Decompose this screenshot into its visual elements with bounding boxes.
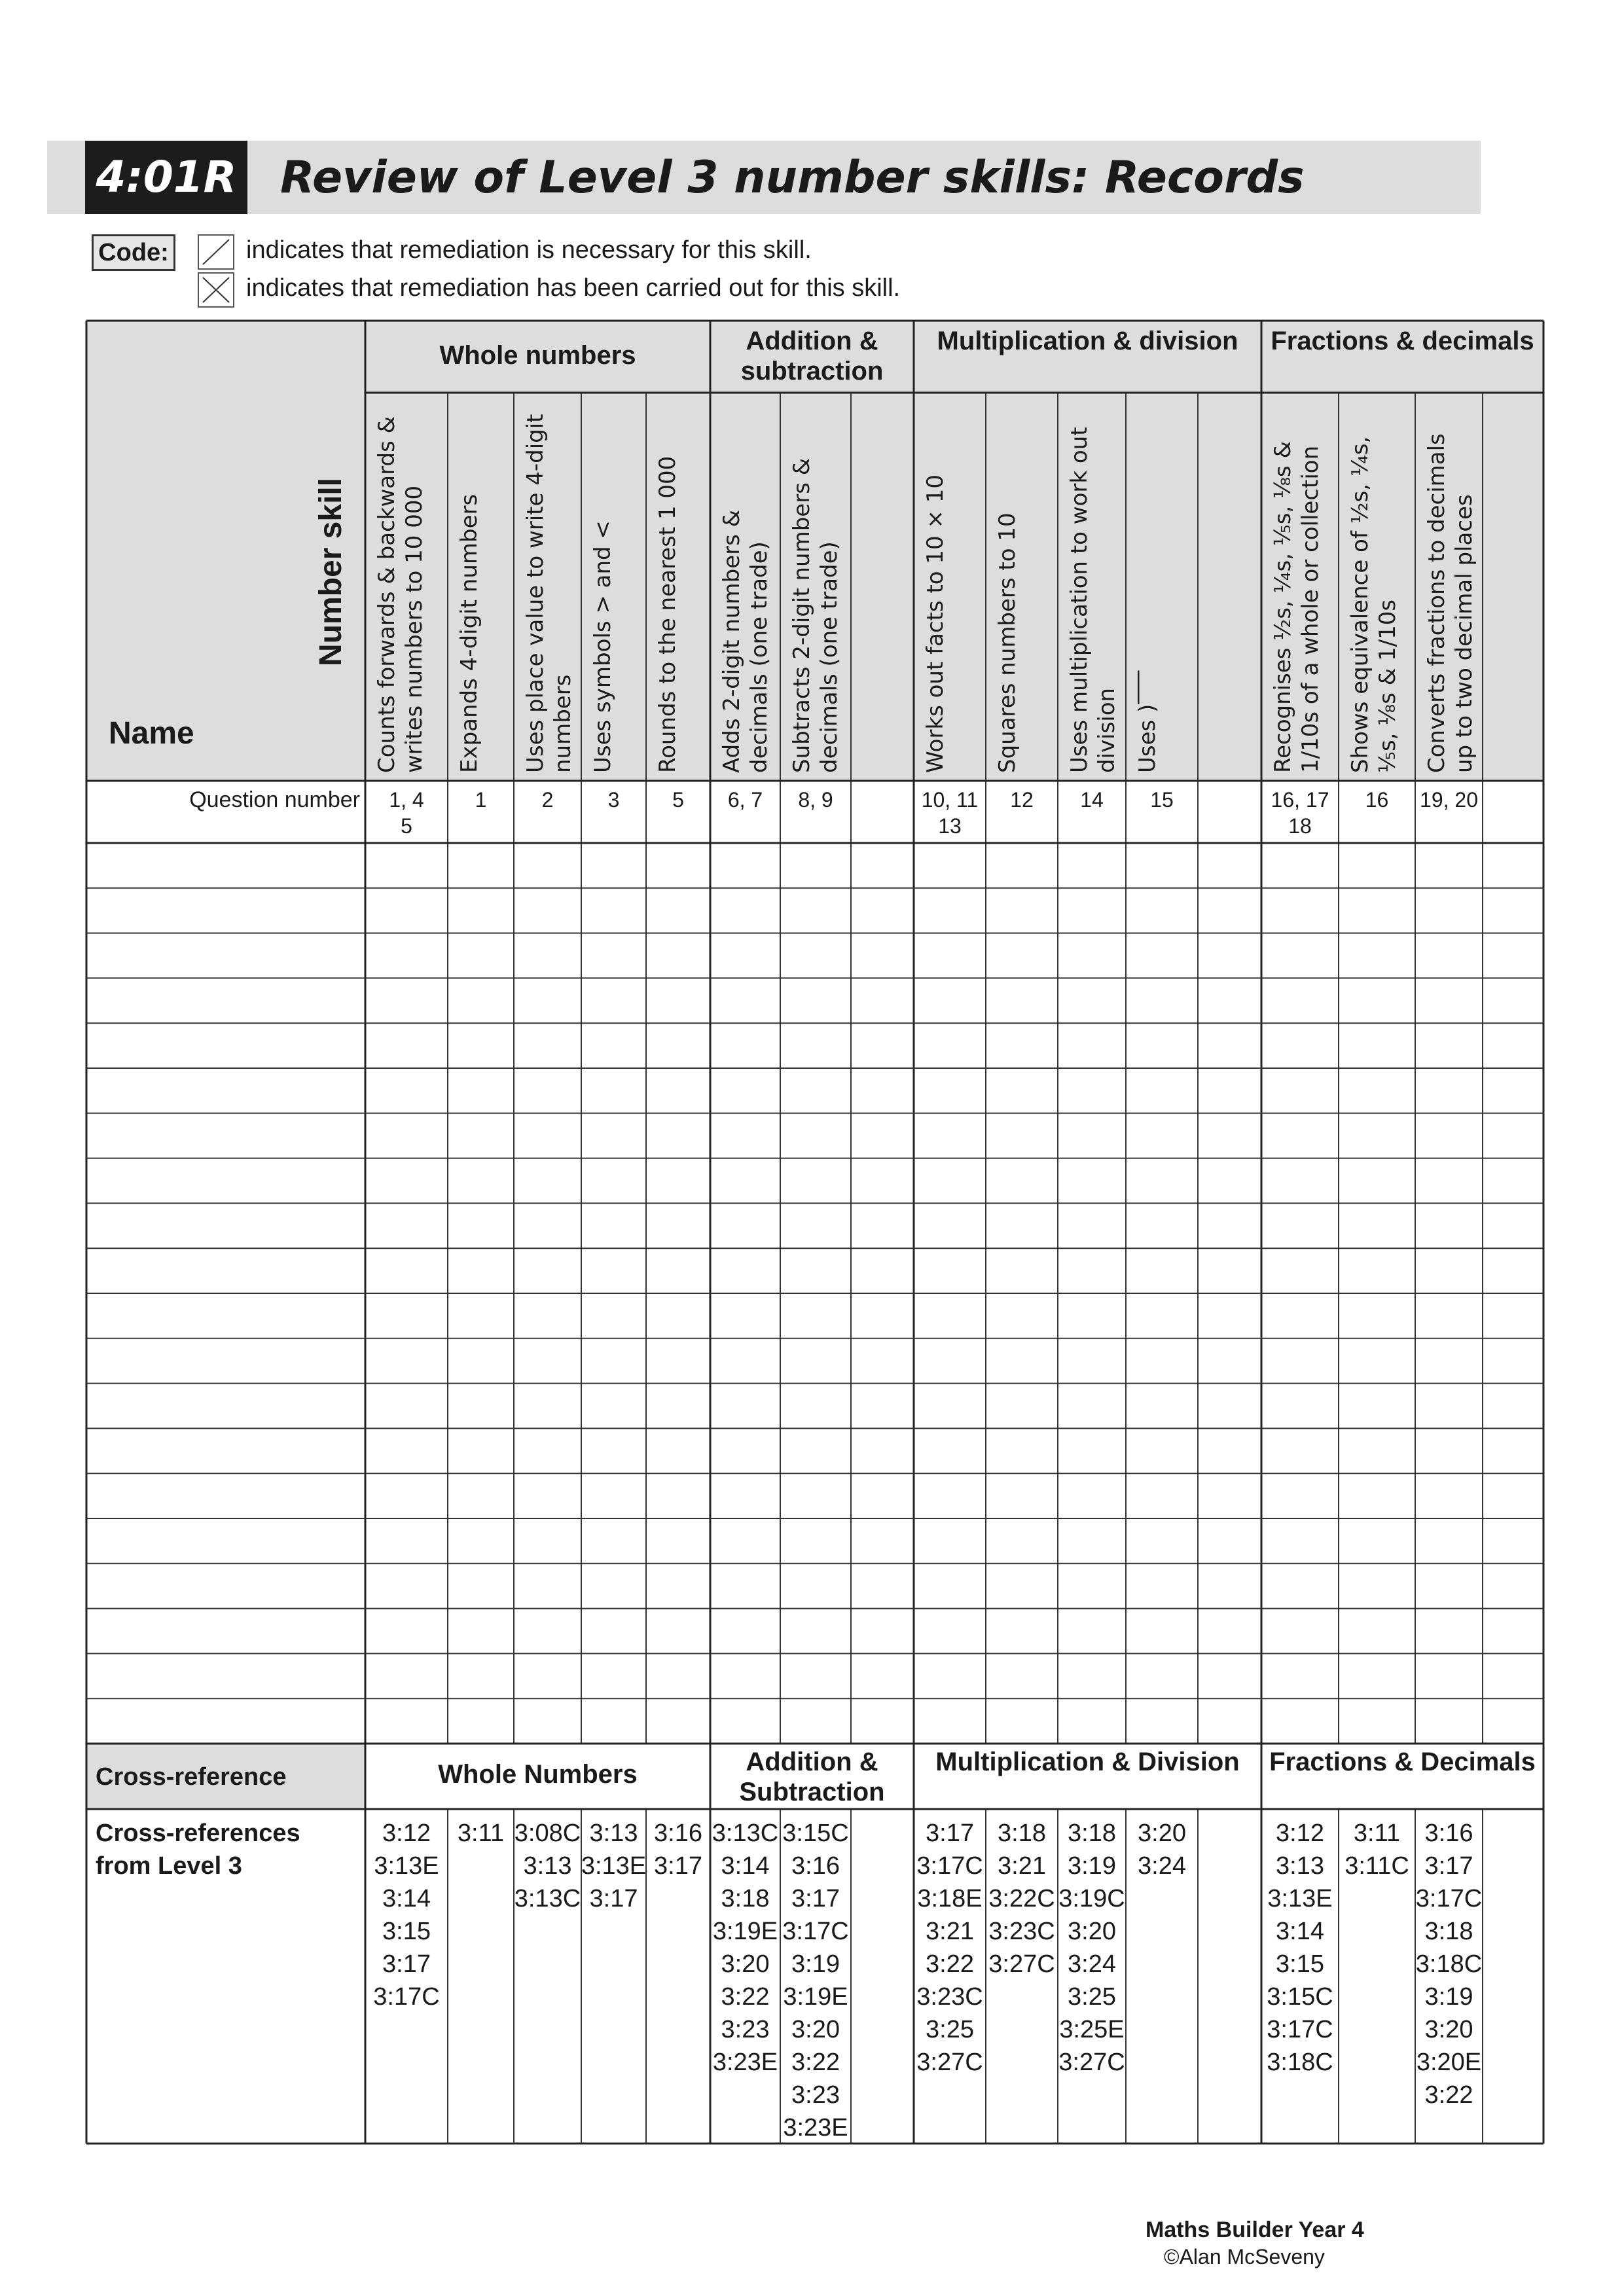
cross-reference-code: 3:17 [1424,1852,1473,1880]
question-number: 14 [1080,788,1104,812]
footer-copyright: ©Alan McSeveny [1164,2245,1325,2269]
skill-label: Works out facts to 10 × 10 [922,474,948,773]
cross-reference-code: 3:14 [1276,1918,1324,1945]
cross-reference-code: 3:27C [916,2049,983,2076]
cross-reference-code: 3:19 [1424,1983,1473,2011]
cross-reference-code: 3:17 [791,1885,840,1912]
skill-label: Rounds to the nearest 1 000 [655,456,681,773]
skill-label: Uses place value to write 4-digit numbers [522,414,576,773]
number-skill-label: Number skill [314,477,348,666]
page-title: Review of Level 3 number skills: Records [280,152,1305,204]
skill-label: Expands 4-digit numbers [456,493,482,773]
cross-reference-code: 3:20 [721,1950,770,1978]
cross-reference-code: 3:14 [382,1885,431,1912]
cross-reference-code: 3:24 [1068,1950,1116,1978]
cross-reference-code: 3:17C [916,1852,983,1880]
question-number: 18 [1288,814,1312,838]
cross-reference-code: 3:21 [998,1852,1046,1880]
question-number: 1, 4 [389,788,424,812]
question-number-label: Question number [189,787,360,812]
cross-reference-code: 3:27C [1058,2049,1125,2076]
cross-reference-code: 3:17C [1415,1885,1483,1912]
cross-reference-code: 3:23E [712,2049,778,2076]
question-number: 13 [938,814,962,838]
cross-reference-code: 3:16 [654,1820,702,1847]
cross-group-header: Whole Numbers [438,1760,638,1789]
slash-mark-icon [198,234,234,270]
question-number: 5 [401,814,412,838]
cross-reference-code: 3:19C [1058,1885,1125,1912]
footer-book-title: Maths Builder Year 4 [1146,2217,1364,2242]
cross-reference-code: 3:27C [988,1950,1055,1978]
question-number: 12 [1010,788,1034,812]
cross-reference-code: 3:24 [1138,1852,1186,1880]
group-header: Whole numbers [439,341,636,370]
question-number: 3 [607,788,620,812]
cross-reference-code: 3:19E [783,1983,848,2011]
cross-reference-code: 3:20 [1068,1918,1116,1945]
cross-reference-code: 3:18C [1267,2049,1333,2076]
cross-reference-code: 3:18E [917,1885,983,1912]
cross-reference-code: 3:17 [926,1820,974,1847]
code-legend-line-2: indicates that remediation has been carried out for this skill. [246,274,901,302]
cross-reference-code: 3:16 [1424,1820,1473,1847]
question-number: 1 [475,788,487,812]
cross-reference-code: 3:23C [916,1983,983,2011]
skill-label: Subtracts 2-digit numbers & decimals (one trade) [789,457,842,773]
cross-reference-code: 3:19 [791,1950,840,1978]
cross-reference-code: 3:21 [926,1918,974,1945]
cross-reference-code: 3:17C [782,1918,849,1945]
question-number: 10, 11 [921,788,979,812]
cross-level-label: Cross-references [96,1820,300,1847]
group-header: Addition & subtraction [740,327,884,386]
cross-reference-code: 3:13E [581,1852,647,1880]
question-number: 2 [541,788,554,812]
cross-reference-code: 3:20 [1138,1820,1186,1847]
cross-reference-code: 3:15C [782,1820,849,1847]
cross-reference-code: 3:18 [721,1885,770,1912]
cross-reference-code: 3:22 [1424,2081,1473,2109]
cross-reference-code: 3:20 [791,2016,840,2043]
cross-mark-icon [198,272,234,308]
code-label: Code: [92,234,175,271]
cross-reference-code: 3:25 [926,2016,974,2043]
cross-reference-code: 3:18 [1424,1918,1473,1945]
cross-reference-code: 3:08C [514,1820,581,1847]
cross-reference-code: 3:17C [373,1983,440,2011]
question-number: 5 [672,788,684,812]
group-header: Fractions & decimals [1271,327,1534,355]
cross-reference-code: 3:23C [988,1918,1055,1945]
cross-reference-code: 3:22 [721,1983,770,2011]
cross-reference-code: 3:18C [1415,1950,1483,1978]
cross-reference-code: 3:18 [998,1820,1046,1847]
cross-reference-code: 3:22 [791,2049,840,2076]
cross-reference-code: 3:12 [1276,1820,1324,1847]
group-header: Multiplication & division [937,327,1238,355]
cross-reference-code: 3:11 [1353,1820,1401,1847]
cross-reference-code: 3:20 [1424,2016,1473,2043]
cross-reference-code: 3:17C [1267,2016,1333,2043]
question-number: 16 [1365,788,1389,812]
cross-group-header: Addition & Subtraction [739,1748,885,1806]
cross-reference-code: 3:16 [791,1852,840,1880]
cross-reference-code: 3:13 [589,1820,638,1847]
cross-reference-code: 3:13E [374,1852,439,1880]
question-number: 16, 17 [1271,788,1329,812]
name-label: Name [109,716,194,751]
cross-reference-code: 3:25 [1068,1983,1116,2011]
cross-reference-code: 3:13 [1276,1852,1324,1880]
cross-group-header: Multiplication & Division [935,1748,1240,1776]
cross-reference-code: 3:23 [791,2081,840,2109]
cross-reference-code: 3:17 [654,1852,702,1880]
cross-reference-code: 3:11C [1344,1852,1409,1880]
cross-reference-code: 3:13C [712,1820,779,1847]
question-number: 15 [1150,788,1174,812]
question-number: 6, 7 [727,788,763,812]
cross-reference-code: 3:18 [1068,1820,1116,1847]
cross-reference-code: 3:25E [1059,2016,1125,2043]
skill-label: Shows equivalence of ½s, ¼s, ⅕s, ⅛s & 1/10s [1347,436,1401,773]
skill-label: Uses multiplication to work out division [1066,427,1120,773]
cross-group-header: Fractions & Decimals [1269,1748,1536,1776]
skill-label: Uses )‾‾‾ [1134,670,1161,773]
question-number: 8, 9 [798,788,833,812]
question-number: 19, 20 [1420,788,1478,812]
cross-reference-code: 3:19E [712,1918,778,1945]
cross-reference-code: 3:11 [457,1820,505,1847]
cross-reference-code: 3:15C [1267,1983,1333,2011]
cross-reference-code: 3:12 [382,1820,431,1847]
cross-reference-code: 3:19 [1068,1852,1116,1880]
cross-reference-code: 3:13 [523,1852,572,1880]
code-legend-line-1: indicates that remediation is necessary for this skill. [246,236,812,264]
cross-reference-code: 3:13E [1267,1885,1333,1912]
skill-label: Converts fractions to decimals up to two decimal places [1424,433,1477,773]
cross-reference-code: 3:13C [514,1885,581,1912]
skill-label: Counts forwards & backwards & writes numbers to 10 000 [374,416,427,773]
cross-reference-code: 3:22 [926,1950,974,1978]
skill-label: Squares numbers to 10 [994,512,1020,773]
cross-reference-code: 3:23 [721,2016,770,2043]
cross-reference-code: 3:15 [382,1918,431,1945]
cross-reference-code: 3:23E [783,2114,848,2142]
cross-reference-code: 3:15 [1276,1950,1324,1978]
skill-label: Uses symbols > and < [590,520,616,773]
cross-reference-code: 3:20E [1416,2049,1482,2076]
cross-level-label: from Level 3 [96,1852,242,1880]
cross-reference-code: 3:17 [589,1885,638,1912]
cross-reference-code: 3:14 [721,1852,770,1880]
cross-reference-code: 3:17 [382,1950,431,1978]
skill-label: Adds 2-digit numbers & decimals (one trade) [719,509,772,773]
cross-reference-label: Cross-reference [96,1763,287,1791]
section-badge: 4:01R [85,141,247,214]
skill-label: Recognises ½s, ¼s, ⅕s, ⅛s & 1/10s of a whole or collection [1270,440,1324,773]
cross-reference-code: 3:22C [988,1885,1055,1912]
